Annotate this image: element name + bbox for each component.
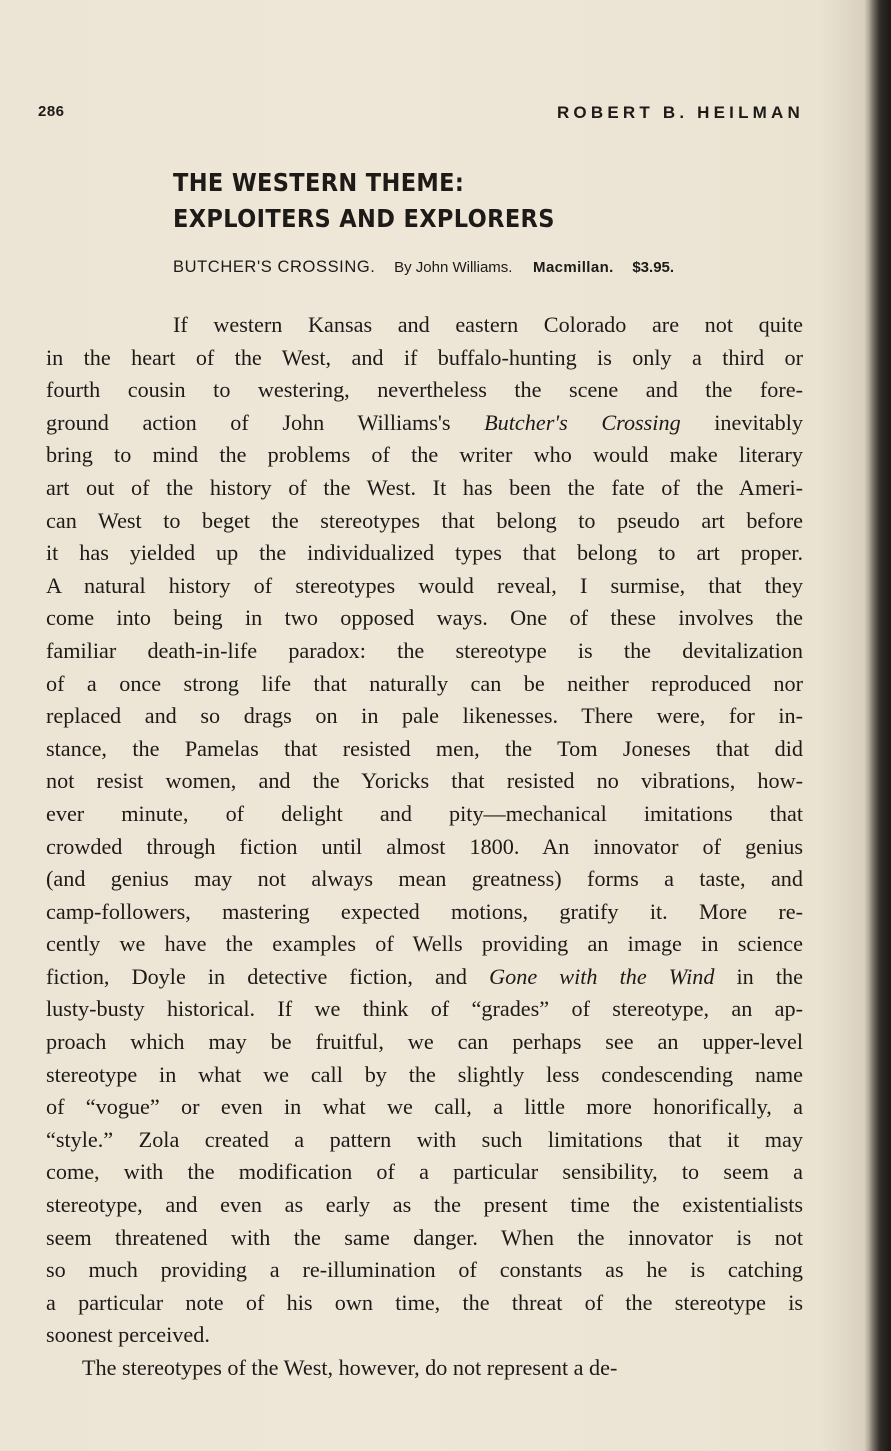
body-line: fiction, Doyle in detective fiction, and Gone with the Wind in the xyxy=(46,963,803,989)
body-line: it has yielded up the individualized types that belong to art proper. xyxy=(46,540,803,566)
body-line: stereotype, and even as early as the present time the existentialists xyxy=(46,1192,803,1218)
review-book-author: By John Williams. xyxy=(394,259,513,276)
article-title-line-2: EXPLOITERS AND EXPLORERS xyxy=(173,204,555,233)
body-line: replaced and so drags on in pale likenesses. There were, for in- xyxy=(46,703,803,729)
article-body xyxy=(46,309,803,1385)
article-title xyxy=(173,165,731,237)
body-line: A natural history of stereotypes would reveal, I surmise, that they xyxy=(46,572,803,598)
body-line: familiar death-in-life paradox: the stereotype is the devitalization xyxy=(46,637,803,663)
review-citation xyxy=(173,258,813,277)
body-line: camp-followers, mastering expected motions, gratify it. More re- xyxy=(46,898,803,924)
body-line: crowded through fiction until almost 1800. An innovator of genius xyxy=(46,833,803,859)
body-line: cently we have the examples of Wells providing an image in science xyxy=(46,931,803,957)
review-book-title: BUTCHER'S CROSSING. xyxy=(173,258,376,276)
body-line: come, with the modification of a particular sensibility, to seem a xyxy=(46,1159,803,1185)
body-line: ground action of John Williams's Butcher's Crossing inevitably xyxy=(46,409,803,435)
body-line: a particular note of his own time, the threat of the stereotype is xyxy=(46,1289,803,1315)
body-line: If western Kansas and eastern Colorado are not quite xyxy=(173,312,803,337)
body-line: not resist women, and the Yoricks that resisted no vibrations, how- xyxy=(46,768,803,794)
italic-book-title: Butcher's Crossing xyxy=(484,409,681,435)
body-line: soonest perceived. xyxy=(46,1322,210,1348)
body-line: come into being in two opposed ways. One of these involves the xyxy=(46,605,803,631)
review-price: $3.95. xyxy=(632,259,675,276)
body-line: seem threatened with the same danger. When the innovator is not xyxy=(46,1224,803,1250)
running-head xyxy=(38,103,804,127)
body-line: of “vogue” or even in what we call, a little more honorifically, a xyxy=(46,1094,803,1120)
body-line: proach which may be fruitful, we can perhaps see an upper-level xyxy=(46,1029,803,1055)
body-line: ever minute, of delight and pity—mechanical imitations that xyxy=(46,800,803,826)
body-line: lusty-busty historical. If we think of “grades” of stereotype, an ap- xyxy=(46,996,803,1022)
body-line: so much providing a re-illumination of constants as he is catching xyxy=(46,1257,803,1283)
body-line: of a once strong life that naturally can be neither reproduced nor xyxy=(46,670,803,696)
italic-book-title: Gone with the Wind xyxy=(489,963,715,989)
running-head-author: ROBERT B. HEILMAN xyxy=(556,103,804,122)
book-spine-shadow xyxy=(869,0,891,1451)
body-line: (and genius may not always mean greatness) forms a taste, and xyxy=(46,866,803,892)
body-line: can West to beget the stereotypes that belong to pseudo art before xyxy=(46,507,803,533)
body-line: stereotype in what we call by the slightly less condescending name xyxy=(46,1061,803,1087)
body-line: “style.” Zola created a pattern with such limitations that it may xyxy=(46,1126,803,1152)
body-line: art out of the history of the West. It has been the fate of the Ameri- xyxy=(46,474,803,500)
body-line: in the heart of the West, and if buffalo-hunting is only a third or xyxy=(46,344,803,370)
body-line: fourth cousin to westering, nevertheless the scene and the fore- xyxy=(46,377,803,403)
body-line: bring to mind the problems of the writer who would make literary xyxy=(46,442,803,468)
body-line: stance, the Pamelas that resisted men, the Tom Joneses that did xyxy=(46,735,803,761)
page-number: 286 xyxy=(38,103,65,120)
body-line: The stereotypes of the West, however, do not represent a de- xyxy=(82,1355,618,1380)
article-title-line-1: THE WESTERN THEME: xyxy=(173,168,465,197)
review-publisher: Macmillan. xyxy=(533,259,614,276)
